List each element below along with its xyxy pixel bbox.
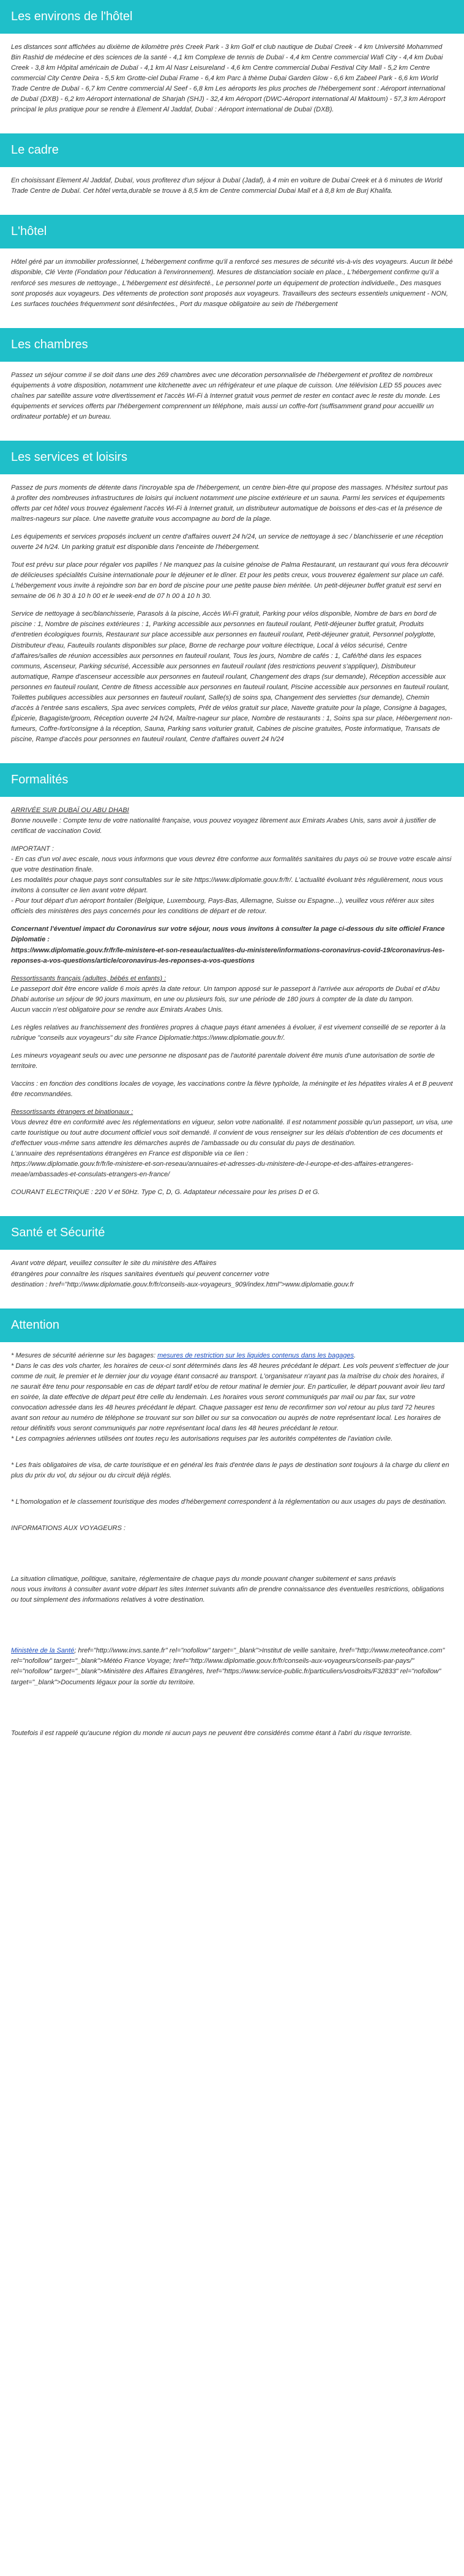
attention-paragraph-3: * L'homologation et le classement touristique des modes d'hébergement correspondent à la réglementation ou aux usages du pays de destination.	[11, 1498, 447, 1506]
formalites-resident-text: Le passeport doit être encore valide 6 mois après la date retour. Un tampon apposé sur le passeport à l'arrivée aux aéroports de Dubaï et d'Abu Dhabi autorise un séjour de 90 jours maximum, en une ou plusieurs fois, sur une période de 180 jours à compter de la date du tampon. Aucun vaccin n'est obligatoire pour se rendre aux Emirats Arabes Unis.	[11, 985, 440, 1014]
attention-paragraph-4: La situation climatique, politique, sanitaire, réglementaire de chaque pays du monde pouvant changer subitement et sans préavis nous vous invitons à consulter avant votre départ les sites Internet suivants afin de prendre connaissance des éventuelles restrictions, obligations ou tout simplement des informations relatives à votre destination.	[11, 1575, 444, 1604]
section-title-chambres: Les chambres	[0, 328, 464, 362]
section-services	[0, 441, 464, 745]
attention-security-label: * Mesures de sécurité aérienne sur les bagages:	[11, 1351, 158, 1359]
section-title-cadre: Le cadre	[0, 133, 464, 167]
section-chambres	[0, 328, 464, 422]
formalites-minors: Les mineurs voyageant seuls ou avec une personne ne disposant pas de l'autorité parentale doivent être munis d'une autorisation de sortie de territoire.	[11, 1051, 435, 1070]
section-title-attention: Attention	[0, 1309, 464, 1342]
attention-paragraph-5	[11, 1646, 453, 1687]
attention-paragraph-2: * Les frais obligatoires de visa, de carte touristique et en général les frais d'entrée dans le pays de destination sont toujours à la charge du client en plus du prix du vol, du séjour ou du circuit déjà réglés.	[11, 1462, 449, 1480]
formalites-resident-label: Ressortissants français (adultes, bébés et enfants) :	[11, 974, 167, 982]
environs-text: Les distances sont affichées au dixième de kilomètre près Creek Park - 3 km Golf et club nautique de Dubaï Creek - 4 km Université Mohammed Bin Rashid de médecine et des sciences de la santé - 4,1 km Complexe de tennis de Dubaï - 4,4 km Centre commercial Wafi City - 4,4 km Dubai Creek - 3,8 km Hôpital américain de Dubaï - 4,1 km Al Nasr Leisureland - 4,6 km Centre commercial Dubai Festival City Mall - 5,2 km Centre commercial City Centre Deira - 5,5 km Grotte-ciel Dubai Frame - 6,4 km Parc à thème Dubai Garden Glow - 6,6 km Zabeel Park - 6,6 km World Trade Centre de Dubaï - 6,7 km Centre commercial Al Seef - 6,8 km Les aéroports les plus proches de l'hébergement sont : Aéroport international de Dubaï (DXB) - 6,2 km Aéroport international de Sharjah (SHJ) - 32,4 km Aéroport (DWC-Aéroport international Al Maktoum) - 57,3 km Aéroport principal le plus pratique pour se rendre à Element Al Jaddaf, Dubaï : Aéroport international de Dubaï (DXB).	[11, 43, 446, 114]
cadre-text: En choisissant Element Al Jaddaf, Dubaï, vous profiterez d'un séjour à Dubaï (Jadaf), à 4 min en voiture de Dubai Creek et à 6 minutes de World Trade Centre de Dubaï. Cet hôtel verta,durable se trouve à 8,5 km de Centre commercial Dubai Mall et à 8,8 km de Burj Khalifa.	[11, 177, 443, 195]
section-title-sante: Santé et Sécurité	[0, 1216, 464, 1250]
sante-ministry-link[interactable]: Ministère de la Santé	[11, 1647, 75, 1655]
liquids-restriction-link[interactable]: mesures de restriction sur les liquides contenus dans les bagages	[157, 1351, 354, 1359]
section-hotel	[0, 215, 464, 309]
attention-paragraph-6: Toutefois il est rappelé qu'aucune région du monde ni aucun pays ne peuvent être considérés comme étant à l'abri du risque terroriste.	[11, 1729, 413, 1737]
services-paragraph-2: Les équipements et services proposés incluent un centre d'affaires ouvert 24 h/24, un service de nettoyage à sec / blanchisserie et une réception ouverte 24 h/24. Un parking gratuit est disponible dans l'enceinte de l'hébergement.	[11, 533, 443, 551]
formalites-intro: Bonne nouvelle : Compte tenu de votre nationalité française, vous pouvez voyagez librement aux Emirats Arabes Unis, sans avoir à justifier de certificat de vaccination Covid.	[11, 817, 436, 835]
attention-info-label: INFORMATIONS AUX VOYAGEURS :	[11, 1525, 126, 1533]
attention-paragraph-5-rest: ; href="http://www.invs.sante.fr" rel="nofollow" target="_blank">Institut de veille sanitaire, href="http://www.meteofrance.com" rel="nofollow" target="_blank">Météo France Voyage; href="http://www.diplomatie.gouv.fr/fr/conseils-aux-voyageurs/conseils-par-pays/" rel="nofollow" target="_blank">Ministère des Affaires Etrangères, href="https://www.service-public.fr/particuliers/vosdroits/F32833" rel="nofollow" target="_blank">Documents légaux pour la sortie du territoire.	[11, 1647, 445, 1686]
attention-paragraph-1-rest: . * Dans le cas des vols charter, les horaires de ceux-ci sont déterminés dans les 48 heures précédant le départ. Les vols peuvent s'effectuer de jour comme de nuit, le premier et le dernier jour du voyage étant consacré au transport. L'organisateur n'ayant pas la maîtrise du choix des horaires, il ne saurait être tenu pour responsable en cas de départ tardif et/ou de retour matinal le dernier jour. En particulier, le départ pouvant avoir lieu tard en soirée, la date effective de départ peut être celle du lendemain. Les horaires vous seront communiqués par mail ou par fax, sur votre convocation adressée dans les 48 heures précédant le départ. Chaque passager est tenu de reconfirmer son vol retour au plus tard 72 heures avant son retour au numéro de téléphone se trouvant sur son billet ou sur sa convocation ou auprès de notre représentant local. Les horaires de retour définitifs vous seront communiqués par notre représentant local dans les 48 heures précédant le retour. * Les compagnies aériennes utilisées ont toutes reçu les autorisations requises par les autorités compétentes de l'aviation civile.	[11, 1351, 449, 1443]
section-title-services: Les services et loisirs	[0, 441, 464, 474]
formalites-vaccines: Vaccins : en fonction des conditions locales de voyage, les vaccinations contre la fièvre typhoïde, la méningite et les hépatites virales A et B peuvent être recommandées.	[11, 1080, 453, 1099]
sante-text: Avant votre départ, veuillez consulter le site du ministère des Affaires étrangères pour connaître les risques sanitaires éventuels qui peuvent concerner votre destination : href="http://www.diplomatie.gouv.fr/fr/conseils-aux-voyageurs_909/index.html">www.diplomatie.gouv.fr	[11, 1260, 354, 1288]
section-environs	[0, 0, 464, 115]
attention-paragraph-1	[11, 1351, 453, 1444]
formalites-foreign-label: Ressortissants étrangers et binationaux :	[11, 1108, 133, 1116]
formalites-rules: Les règles relatives au franchissement des frontières propres à chaque pays étant amenées à évoluer, il est vivement conseillé de se reporter à la rubrique "conseils aux voyageurs" du site France Diplomatie:https://www.diplomatie.gouv.fr/.	[11, 1023, 446, 1042]
section-title-hotel: L'hôtel	[0, 215, 464, 248]
formalites-coronavirus-notice: Concernant l'éventuel impact du Coronavirus sur votre séjour, nous vous invitons à consulter la page ci-dessous du site officiel France Diplomatie : https://www.diplomatie.gouv.fr/fr/le-ministere-et-son-reseau/actualites-du-ministere/informations-coronavirus-covid-19/coronavirus-les-reponses-a-vos-questions/article/coronavirus-les-reponses-a-vos-questions	[11, 925, 445, 965]
section-sante	[0, 1216, 464, 1290]
section-title-environs: Les environs de l'hôtel	[0, 0, 464, 34]
formalites-heading: ARRIVÉE SUR DUBAÏ OU ABU DHABI	[11, 806, 129, 814]
formalites-current: COURANT ELECTRIQUE : 220 V et 50Hz. Type C, D, G. Adaptateur nécessaire pour les prises D et G.	[11, 1189, 320, 1197]
formalites-important-label: IMPORTANT :	[11, 845, 54, 853]
services-paragraph-3: Tout est prévu sur place pour régaler vos papilles ! Ne manquez pas la cuisine génoise de Palma Restaurant, un restaurant qui vous fera découvrir de délicieuses spécialités Cuisine internationale pour le déjeuner et le dîner. Et pour les petits creux, vous trouverez également sur place un café. L'hébergement vous invite à rejoindre son bar en bord de piscine pour une petite pause bien méritée. Un petit-déjeuner buffet gratuit est servi en semaine de 06 h 30 à 10 h 00 et le week-end de 07 h 00 à 10 h 30.	[11, 561, 449, 600]
section-cadre	[0, 133, 464, 196]
chambres-text: Passez un séjour comme il se doit dans une des 269 chambres avec une décoration personnalisée de l'hébergement et profitez de nombreux équipements à votre disposition, notamment une kitchenette avec un réfrigérateur et une plaque de cuisson. Une télévision LED 55 pouces avec chaînes par satellite assure votre divertissement et l'accès Wi-Fi à Internet gratuit vous permet de rester en contact avec le reste du monde. Les équipements et services offerts par l'hébergement comprennent un téléphone, mais aussi un coffre-fort (suffisamment grand pour accueillir un ordinateur portable) et un bureau.	[11, 371, 442, 420]
hotel-text: Hôtel géré par un immobilier professionnel, L'hébergement confirme qu'il a renforcé ses mesures de sécurité vis-à-vis des voyageurs. Aucun lit bébé disponible, Clé Verte (Fondation pour l'éducation à l'environnement). Mesures de distanciation sociale en place., L'hébergement confirme qu'il a renforcé ses mesures de nettoyage., L'hébergement est désinfecté., Le personnel porte un équipement de protection individuelle., Des masques sont proposés aux voyageurs. Des vêtements de protection sont proposés aux voyageurs. Travailleurs des secteurs essentiels uniquement - NON, Les surfaces touchées fréquemment sont désinfectées., Port du masque obligatoire au sein de l'hébergement	[11, 258, 453, 308]
section-attention	[0, 1309, 464, 1739]
formalites-important-text: - En cas d'un vol avec escale, nous vous informons que vous devrez être conforme aux formalités sanitaires du pays où se trouve votre escale ainsi que votre destination finale. Les modalités pour chaque pays sont consultables sur le site https://www.diplomatie.gouv.fr/fr/. L'actualité évoluant très régulièrement, nous vous invitons à consulter ce lien avant votre départ. - Pour tout départ d'un aéroport frontalier (Belgique, Luxembourg, Pays-Bas, Allemagne, Suisse ou Espagne...), veuillez vous référer aux sites officiels des ministères des pays concernés pour les conditions de départ et de retour.	[11, 856, 452, 916]
services-paragraph-1: Passez de purs moments de détente dans l'incroyable spa de l'hébergement, un centre bien-être qui propose des massages. N'hésitez surtout pas à profiter des nombreuses infrastructures de loisirs qui incluent notamment une piscine extérieure et un sauna. Parmi les services et équipements offerts par cet hôtel vous trouvez également l'accès Wi-Fi à Internet gratuit, un distributeur automatique de boissons et des-cas et la présence de maîtres-nageurs sur place. Une navette gratuite vous accompagne au bord de la plage.	[11, 483, 448, 523]
services-paragraph-4: Service de nettoyage à sec/blanchisserie, Parasols à la piscine, Accès Wi-Fi gratuit, Parking pour vélos disponible, Nombre de bars en bord de piscine : 1, Nombre de piscines extérieures : 1, Parking accessible aux personnes en fauteuil roulant, Petit-déjeuner buffet gratuit, Produits d'entretien écologiques fournis, Restaurant sur place accessible aux personnes en fauteuil roulant, Petit-déjeuner gratuit, Personnel polyglotte, Distributeur d'eau, Fauteuils roulants disponibles sur place, Borne de recharge pour voiture électrique, Local à vélos sécurisé, Centre d'affaires/salles de réunion accessibles aux personnes en fauteuil roulant, Tous les jours, Nombre de cafés : 1, Café/thé dans les espaces communs, Ascenseur, Parking sécurisé, Accessible aux personnes en fauteuil roulant (des restrictions peuvent s'appliquer), Distributeur automatique, Rampe d'ascenseur accessible aux personnes en fauteuil roulant, Changement des draps (sur demande), Réception accessible aux personnes en fauteuil roulant, Centre de fitness accessible aux personnes en fauteuil roulant, Piscine accessible aux personnes en fauteuil roulant, Toilettes publiques accessibles aux personnes en fauteuil roulant, Salle(s) de soins spa, Changement des serviettes (sur demande), Chemin d'accès à l'entrée sans escaliers, Spa avec services complets, Prêt de vélos gratuit sur place, Navette gratuite pour la plage, Consigne à bagages, Épicerie, Bagagiste/groom, Réception ouverte 24 h/24, Maître-nageur sur place, Nombre de restaurants : 1, Soins spa sur place, Hébergement non-fumeurs, Coffre-fort/consigne à la réception, Sauna, Parking sans voiturier gratuit, Cabines de piscine gratuites, Poste informatique, Transats de piscine, Rampe d'accès pour personnes en fauteuil roulant, Centre d'affaires ouvert 24 h/24	[11, 610, 452, 743]
section-formalites	[0, 763, 464, 1198]
section-title-formalites: Formalités	[0, 763, 464, 797]
formalites-foreign-text: Vous devrez être en conformité avec les réglementations en vigueur, selon votre nationalité. Il est notamment possible qu'un passeport, un visa, une carte touristique ou tout autre document officiel vous soit demandé. Il convient de vous renseigner sur les délais d'obtention de ces documents et d'effectuer vous-même sans attendre les démarches auprès de l'ambassade ou du consulat du pays de destination. L'annuaire des représentations étrangères en France est disponible via ce lien : https://www.diplomatie.gouv.fr/fr/le-ministere-et-son-reseau/annuaires-et-adresses-du-ministere-de-l-europe-et-des-affaires-etrangeres-meae/ambassades-et-consulats-etrangers-en-france/	[11, 1119, 453, 1179]
